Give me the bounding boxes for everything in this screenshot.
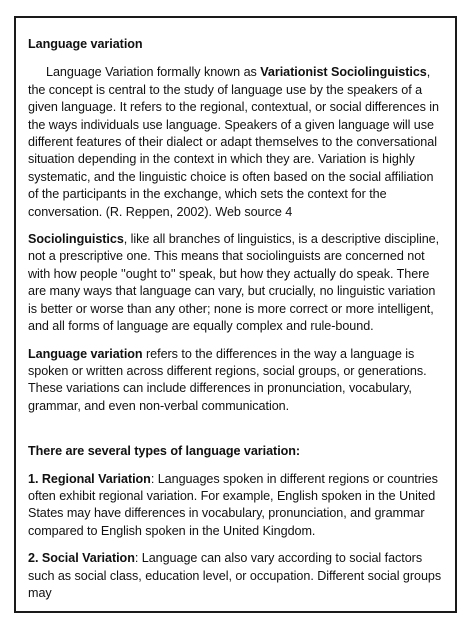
types-heading-text: There are several types of language variation: [28, 444, 301, 459]
paragraph-lead: Language Variation formally known as [46, 65, 261, 80]
paragraph-sociolinguistics [28, 231, 442, 335]
list-item-title: 1. Regional Variation [28, 471, 151, 486]
list-item-text: : Languages spoken in different regions or countries often exhibit regional variation. For example, English spoken in the United States may have differences in vocabulary, pronunciation, and grammar compared to English spoken in the United Kingdom. [28, 471, 438, 538]
list-item-social-variation [28, 550, 442, 602]
list-item-title: 2. Social Variation [28, 551, 135, 566]
paragraph-text: refers to the differences in the way a language is spoken or written across different regions, social groups, or generations. These variations can include differences in pronunciation, vocabulary, grammar, and even non-verbal communication. [28, 346, 427, 413]
list-item-text: : Language can also vary according to social factors such as social class, education level, or occupation. Different social groups may [28, 551, 442, 600]
term-variationist-sociolinguistics: Variationist Sociolinguistics [260, 65, 427, 80]
paragraph-text: , the concept is central to the study of language use by the speakers of a given language. It refers to the regional, contextual, or social differences in the ways individuals use language. Speakers of a given language will use different features of their dialect or adapt themselves to the conversational situation depending in the context in which they are. Variation is highly systematic, and the linguistic choice is often based on the social affiliation of the participants in the exchange, which sets the context for the conversation. (R. Reppen, 2002). Web source 4 [28, 65, 439, 219]
paragraph-language-variation [28, 346, 442, 416]
list-item-regional-variation [28, 471, 442, 541]
term-language-variation: Language variation [28, 346, 143, 361]
paragraph-variationist [28, 64, 442, 221]
spacer [28, 425, 442, 443]
types-heading [28, 443, 442, 460]
paragraph-text: , like all branches of linguistics, is a descriptive discipline, not a prescriptive one. This means that sociolinguists are concerned not with how people ''ought to'' speak, but how they actually do speak. There are many ways that language can vary, but crucially, no linguistic variation is better or worse than any other; none is more correct or more intelligent, and all forms of language are equally complex and rule-bound. [28, 232, 440, 334]
document-title: Language variation [28, 37, 143, 51]
document-body [28, 36, 442, 612]
term-sociolinguistics: Sociolinguistics [28, 232, 124, 247]
